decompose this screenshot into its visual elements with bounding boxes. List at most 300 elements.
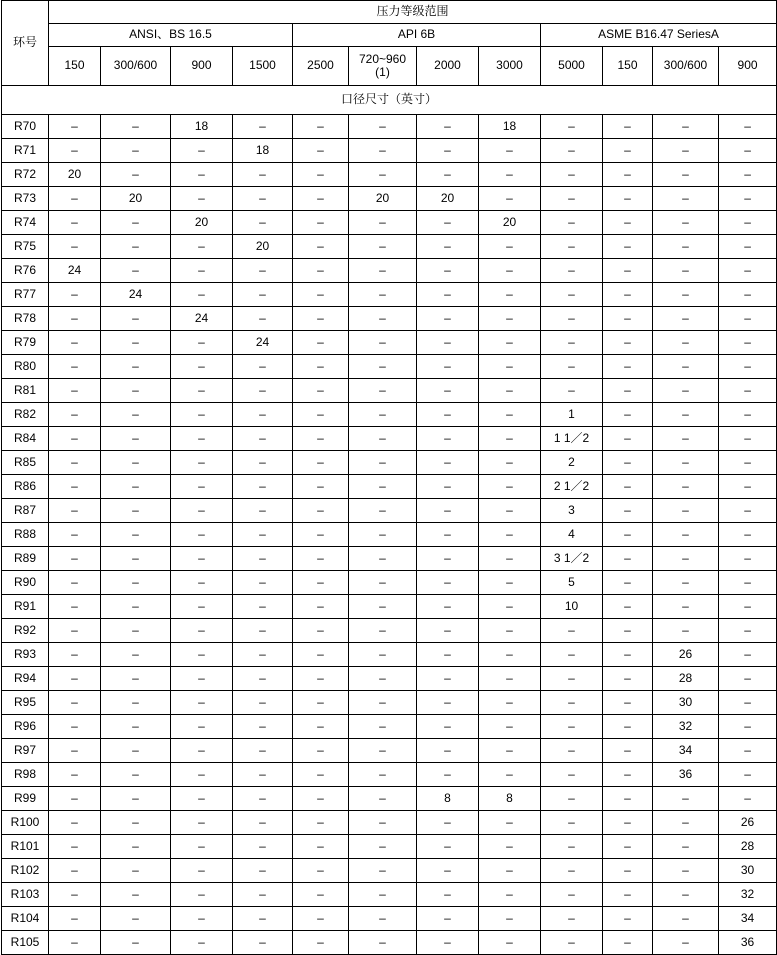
cell-bore-size: –: [49, 307, 101, 331]
header-class-720-960-value: 720~960: [358, 51, 407, 66]
cell-bore-size: 28: [719, 835, 777, 859]
cell-bore-size: –: [719, 235, 777, 259]
cell-bore-size: –: [479, 307, 541, 331]
header-ring-no: 环号: [2, 1, 49, 86]
header-class-5000-asme: 5000: [541, 47, 603, 86]
cell-ring-no: R98: [2, 763, 49, 787]
cell-bore-size: 20: [49, 163, 101, 187]
header-class-150-ansi: 150: [49, 47, 101, 86]
cell-bore-size: –: [417, 883, 479, 907]
cell-bore-size: –: [349, 499, 417, 523]
cell-bore-size: –: [479, 451, 541, 475]
cell-bore-size: –: [233, 499, 293, 523]
cell-bore-size: –: [233, 907, 293, 931]
cell-bore-size: –: [603, 739, 653, 763]
cell-bore-size: –: [171, 379, 233, 403]
cell-bore-size: –: [541, 931, 603, 955]
cell-bore-size: –: [101, 907, 171, 931]
header-class-150-asme: 150: [603, 47, 653, 86]
cell-bore-size: –: [653, 907, 719, 931]
cell-ring-no: R78: [2, 307, 49, 331]
cell-bore-size: –: [101, 595, 171, 619]
cell-bore-size: –: [603, 163, 653, 187]
cell-bore-size: –: [719, 187, 777, 211]
cell-bore-size: –: [653, 283, 719, 307]
cell-ring-no: R90: [2, 571, 49, 595]
cell-bore-size: –: [541, 163, 603, 187]
cell-bore-size: –: [719, 691, 777, 715]
cell-bore-size: –: [417, 307, 479, 331]
cell-bore-size: –: [349, 883, 417, 907]
cell-bore-size: –: [349, 307, 417, 331]
cell-bore-size: 1 1／2: [541, 427, 603, 451]
cell-ring-no: R92: [2, 619, 49, 643]
cell-bore-size: –: [233, 811, 293, 835]
header-bore-size: 口径尺寸（英寸）: [2, 86, 777, 115]
cell-bore-size: –: [293, 307, 349, 331]
cell-bore-size: –: [479, 739, 541, 763]
cell-bore-size: –: [293, 259, 349, 283]
table-row: [2, 547, 777, 571]
table-row: [2, 523, 777, 547]
cell-bore-size: –: [417, 667, 479, 691]
cell-bore-size: –: [479, 355, 541, 379]
cell-ring-no: R86: [2, 475, 49, 499]
cell-bore-size: –: [233, 211, 293, 235]
cell-bore-size: –: [653, 619, 719, 643]
cell-bore-size: –: [603, 523, 653, 547]
cell-bore-size: –: [293, 427, 349, 451]
cell-bore-size: –: [719, 403, 777, 427]
cell-bore-size: –: [603, 355, 653, 379]
table-row: [2, 931, 777, 955]
cell-bore-size: –: [719, 739, 777, 763]
cell-bore-size: –: [479, 403, 541, 427]
cell-bore-size: –: [653, 379, 719, 403]
cell-bore-size: –: [349, 475, 417, 499]
cell-bore-size: –: [417, 235, 479, 259]
cell-bore-size: –: [603, 883, 653, 907]
cell-bore-size: –: [171, 331, 233, 355]
cell-bore-size: 20: [349, 187, 417, 211]
cell-bore-size: –: [233, 787, 293, 811]
table-row: [2, 259, 777, 283]
cell-bore-size: –: [233, 667, 293, 691]
cell-bore-size: –: [349, 619, 417, 643]
cell-bore-size: –: [479, 667, 541, 691]
cell-bore-size: –: [101, 835, 171, 859]
cell-bore-size: –: [653, 211, 719, 235]
cell-ring-no: R79: [2, 331, 49, 355]
cell-bore-size: –: [349, 139, 417, 163]
cell-ring-no: R93: [2, 643, 49, 667]
cell-bore-size: –: [101, 547, 171, 571]
cell-bore-size: –: [417, 619, 479, 643]
cell-bore-size: –: [417, 811, 479, 835]
cell-bore-size: –: [719, 163, 777, 187]
cell-bore-size: –: [349, 739, 417, 763]
cell-bore-size: –: [101, 211, 171, 235]
cell-bore-size: –: [233, 571, 293, 595]
cell-bore-size: –: [233, 451, 293, 475]
cell-bore-size: 32: [653, 715, 719, 739]
table-row: [2, 691, 777, 715]
cell-bore-size: –: [541, 787, 603, 811]
cell-bore-size: –: [49, 235, 101, 259]
cell-bore-size: –: [171, 427, 233, 451]
cell-bore-size: –: [603, 211, 653, 235]
cell-bore-size: –: [719, 331, 777, 355]
header-class-900-asme: 900: [719, 47, 777, 86]
cell-bore-size: –: [603, 835, 653, 859]
header-class-2500-api: 2500: [293, 47, 349, 86]
cell-bore-size: –: [653, 835, 719, 859]
cell-bore-size: –: [49, 115, 101, 139]
cell-bore-size: 24: [233, 331, 293, 355]
cell-bore-size: –: [233, 643, 293, 667]
cell-bore-size: –: [233, 619, 293, 643]
cell-ring-no: R71: [2, 139, 49, 163]
table-row: [2, 139, 777, 163]
cell-bore-size: –: [719, 643, 777, 667]
table-row: [2, 835, 777, 859]
header-row-standards: [2, 24, 777, 47]
cell-bore-size: –: [233, 739, 293, 763]
cell-bore-size: –: [719, 619, 777, 643]
cell-bore-size: –: [603, 475, 653, 499]
cell-bore-size: –: [479, 163, 541, 187]
cell-bore-size: –: [653, 115, 719, 139]
cell-bore-size: –: [417, 835, 479, 859]
cell-bore-size: –: [171, 451, 233, 475]
cell-bore-size: –: [603, 379, 653, 403]
cell-bore-size: –: [603, 235, 653, 259]
cell-bore-size: –: [349, 691, 417, 715]
cell-bore-size: –: [417, 907, 479, 931]
cell-bore-size: –: [417, 715, 479, 739]
cell-bore-size: –: [719, 571, 777, 595]
cell-bore-size: –: [49, 475, 101, 499]
cell-bore-size: –: [541, 259, 603, 283]
cell-bore-size: –: [293, 619, 349, 643]
cell-ring-no: R82: [2, 403, 49, 427]
cell-bore-size: –: [349, 667, 417, 691]
cell-ring-no: R73: [2, 187, 49, 211]
cell-bore-size: –: [349, 259, 417, 283]
cell-ring-no: R75: [2, 235, 49, 259]
cell-bore-size: –: [719, 787, 777, 811]
cell-bore-size: 2: [541, 451, 603, 475]
cell-bore-size: –: [653, 595, 719, 619]
cell-bore-size: –: [417, 499, 479, 523]
cell-bore-size: –: [101, 859, 171, 883]
cell-bore-size: –: [349, 403, 417, 427]
cell-bore-size: –: [171, 931, 233, 955]
cell-bore-size: –: [49, 835, 101, 859]
cell-bore-size: 24: [49, 259, 101, 283]
cell-bore-size: –: [603, 667, 653, 691]
cell-ring-no: R81: [2, 379, 49, 403]
cell-ring-no: R89: [2, 547, 49, 571]
cell-bore-size: –: [171, 475, 233, 499]
cell-bore-size: –: [603, 595, 653, 619]
cell-bore-size: 4: [541, 523, 603, 547]
table-row: [2, 787, 777, 811]
cell-bore-size: –: [49, 907, 101, 931]
cell-bore-size: –: [479, 259, 541, 283]
cell-bore-size: –: [417, 139, 479, 163]
cell-bore-size: –: [233, 931, 293, 955]
cell-bore-size: –: [101, 883, 171, 907]
cell-bore-size: 20: [233, 235, 293, 259]
cell-bore-size: –: [101, 715, 171, 739]
cell-bore-size: –: [49, 931, 101, 955]
table-row: [2, 715, 777, 739]
cell-bore-size: –: [603, 331, 653, 355]
cell-bore-size: –: [603, 931, 653, 955]
cell-bore-size: –: [171, 595, 233, 619]
cell-bore-size: –: [101, 619, 171, 643]
cell-bore-size: 32: [719, 883, 777, 907]
cell-bore-size: –: [171, 667, 233, 691]
cell-bore-size: –: [293, 667, 349, 691]
cell-bore-size: –: [417, 691, 479, 715]
cell-bore-size: –: [719, 451, 777, 475]
cell-bore-size: –: [49, 283, 101, 307]
table-row: [2, 643, 777, 667]
cell-bore-size: –: [171, 571, 233, 595]
cell-bore-size: –: [653, 427, 719, 451]
cell-bore-size: –: [233, 595, 293, 619]
cell-bore-size: –: [171, 787, 233, 811]
cell-bore-size: –: [653, 259, 719, 283]
cell-bore-size: –: [479, 907, 541, 931]
cell-bore-size: –: [603, 403, 653, 427]
cell-bore-size: –: [603, 283, 653, 307]
cell-bore-size: –: [653, 475, 719, 499]
cell-bore-size: –: [653, 523, 719, 547]
cell-bore-size: –: [349, 355, 417, 379]
header-row-pressure-range: [2, 1, 777, 24]
header-group-asme-b1647: ASME B16.47 SeriesA: [541, 24, 777, 47]
table-row: [2, 667, 777, 691]
cell-bore-size: –: [293, 739, 349, 763]
cell-bore-size: –: [171, 547, 233, 571]
cell-bore-size: –: [171, 763, 233, 787]
cell-bore-size: –: [349, 547, 417, 571]
cell-bore-size: –: [479, 499, 541, 523]
cell-bore-size: –: [719, 115, 777, 139]
cell-ring-no: R105: [2, 931, 49, 955]
cell-bore-size: –: [171, 187, 233, 211]
cell-bore-size: –: [541, 211, 603, 235]
cell-bore-size: –: [417, 643, 479, 667]
cell-bore-size: –: [719, 379, 777, 403]
cell-bore-size: –: [293, 403, 349, 427]
cell-bore-size: –: [293, 811, 349, 835]
cell-bore-size: –: [479, 619, 541, 643]
cell-bore-size: –: [293, 499, 349, 523]
table-row: [2, 859, 777, 883]
ring-joint-gasket-size-table: [1, 0, 777, 955]
cell-bore-size: –: [49, 787, 101, 811]
cell-bore-size: –: [417, 115, 479, 139]
cell-bore-size: –: [479, 883, 541, 907]
cell-bore-size: –: [101, 403, 171, 427]
header-group-api-6b: API 6B: [293, 24, 541, 47]
cell-bore-size: –: [293, 931, 349, 955]
cell-bore-size: –: [293, 715, 349, 739]
cell-bore-size: –: [349, 931, 417, 955]
table-row: [2, 595, 777, 619]
cell-bore-size: –: [349, 643, 417, 667]
cell-bore-size: –: [719, 307, 777, 331]
cell-bore-size: –: [101, 163, 171, 187]
cell-ring-no: R103: [2, 883, 49, 907]
cell-bore-size: –: [417, 259, 479, 283]
cell-bore-size: –: [479, 427, 541, 451]
header-class-720-960-api: [349, 47, 417, 86]
cell-bore-size: –: [293, 595, 349, 619]
cell-bore-size: –: [417, 379, 479, 403]
cell-bore-size: –: [49, 859, 101, 883]
cell-bore-size: –: [49, 403, 101, 427]
cell-bore-size: –: [603, 643, 653, 667]
table-row: [2, 211, 777, 235]
cell-bore-size: –: [349, 787, 417, 811]
cell-bore-size: 26: [719, 811, 777, 835]
table-row: [2, 235, 777, 259]
cell-bore-size: 36: [719, 931, 777, 955]
cell-ring-no: R85: [2, 451, 49, 475]
cell-bore-size: –: [49, 355, 101, 379]
header-class-720-960-note: (1): [375, 65, 390, 80]
cell-bore-size: –: [171, 643, 233, 667]
table-row: [2, 283, 777, 307]
cell-bore-size: –: [349, 763, 417, 787]
cell-bore-size: –: [653, 811, 719, 835]
cell-ring-no: R100: [2, 811, 49, 835]
cell-bore-size: –: [653, 139, 719, 163]
cell-bore-size: –: [653, 331, 719, 355]
cell-bore-size: –: [233, 163, 293, 187]
table-row: [2, 427, 777, 451]
cell-bore-size: –: [719, 523, 777, 547]
cell-bore-size: –: [603, 139, 653, 163]
cell-bore-size: –: [541, 763, 603, 787]
cell-bore-size: –: [293, 451, 349, 475]
cell-bore-size: –: [653, 355, 719, 379]
cell-bore-size: –: [479, 331, 541, 355]
cell-bore-size: –: [541, 139, 603, 163]
cell-bore-size: 30: [719, 859, 777, 883]
cell-bore-size: –: [349, 451, 417, 475]
table-row: [2, 907, 777, 931]
cell-bore-size: –: [293, 115, 349, 139]
cell-bore-size: –: [49, 571, 101, 595]
cell-bore-size: –: [719, 667, 777, 691]
cell-bore-size: 18: [233, 139, 293, 163]
cell-bore-size: –: [603, 547, 653, 571]
cell-bore-size: –: [603, 187, 653, 211]
cell-bore-size: –: [349, 115, 417, 139]
cell-bore-size: –: [293, 763, 349, 787]
cell-bore-size: –: [719, 595, 777, 619]
cell-bore-size: –: [417, 547, 479, 571]
cell-bore-size: –: [653, 307, 719, 331]
cell-bore-size: –: [653, 451, 719, 475]
cell-bore-size: –: [479, 763, 541, 787]
cell-bore-size: –: [479, 475, 541, 499]
cell-bore-size: –: [293, 235, 349, 259]
cell-bore-size: –: [653, 883, 719, 907]
cell-bore-size: 8: [479, 787, 541, 811]
cell-bore-size: –: [417, 523, 479, 547]
cell-bore-size: –: [417, 451, 479, 475]
cell-bore-size: –: [479, 235, 541, 259]
cell-ring-no: R70: [2, 115, 49, 139]
table-row: [2, 451, 777, 475]
cell-bore-size: –: [541, 739, 603, 763]
cell-bore-size: –: [479, 691, 541, 715]
cell-bore-size: –: [719, 355, 777, 379]
cell-bore-size: –: [293, 475, 349, 499]
cell-bore-size: 10: [541, 595, 603, 619]
table-row: [2, 403, 777, 427]
cell-bore-size: –: [719, 427, 777, 451]
cell-bore-size: –: [349, 211, 417, 235]
cell-bore-size: –: [49, 691, 101, 715]
cell-bore-size: –: [171, 259, 233, 283]
cell-bore-size: –: [349, 379, 417, 403]
cell-bore-size: –: [293, 163, 349, 187]
cell-bore-size: –: [293, 283, 349, 307]
cell-ring-no: R96: [2, 715, 49, 739]
cell-bore-size: –: [101, 931, 171, 955]
cell-bore-size: –: [171, 403, 233, 427]
cell-bore-size: 28: [653, 667, 719, 691]
cell-bore-size: –: [233, 259, 293, 283]
cell-ring-no: R76: [2, 259, 49, 283]
cell-bore-size: –: [293, 787, 349, 811]
cell-bore-size: –: [171, 907, 233, 931]
cell-bore-size: –: [479, 595, 541, 619]
cell-bore-size: –: [293, 883, 349, 907]
cell-bore-size: –: [233, 715, 293, 739]
table-row: [2, 883, 777, 907]
header-class-900-ansi: 900: [171, 47, 233, 86]
cell-bore-size: –: [603, 427, 653, 451]
cell-bore-size: –: [417, 763, 479, 787]
cell-bore-size: –: [101, 355, 171, 379]
cell-bore-size: –: [293, 859, 349, 883]
cell-bore-size: –: [541, 187, 603, 211]
cell-bore-size: –: [101, 763, 171, 787]
header-class-300-600-asme: 300/600: [653, 47, 719, 86]
cell-bore-size: –: [171, 619, 233, 643]
cell-bore-size: –: [479, 931, 541, 955]
cell-bore-size: –: [101, 427, 171, 451]
cell-bore-size: –: [719, 475, 777, 499]
cell-bore-size: –: [349, 835, 417, 859]
cell-bore-size: –: [653, 187, 719, 211]
cell-bore-size: –: [293, 379, 349, 403]
cell-bore-size: –: [233, 283, 293, 307]
cell-bore-size: –: [233, 859, 293, 883]
cell-bore-size: –: [479, 835, 541, 859]
cell-bore-size: –: [293, 187, 349, 211]
cell-bore-size: 24: [101, 283, 171, 307]
